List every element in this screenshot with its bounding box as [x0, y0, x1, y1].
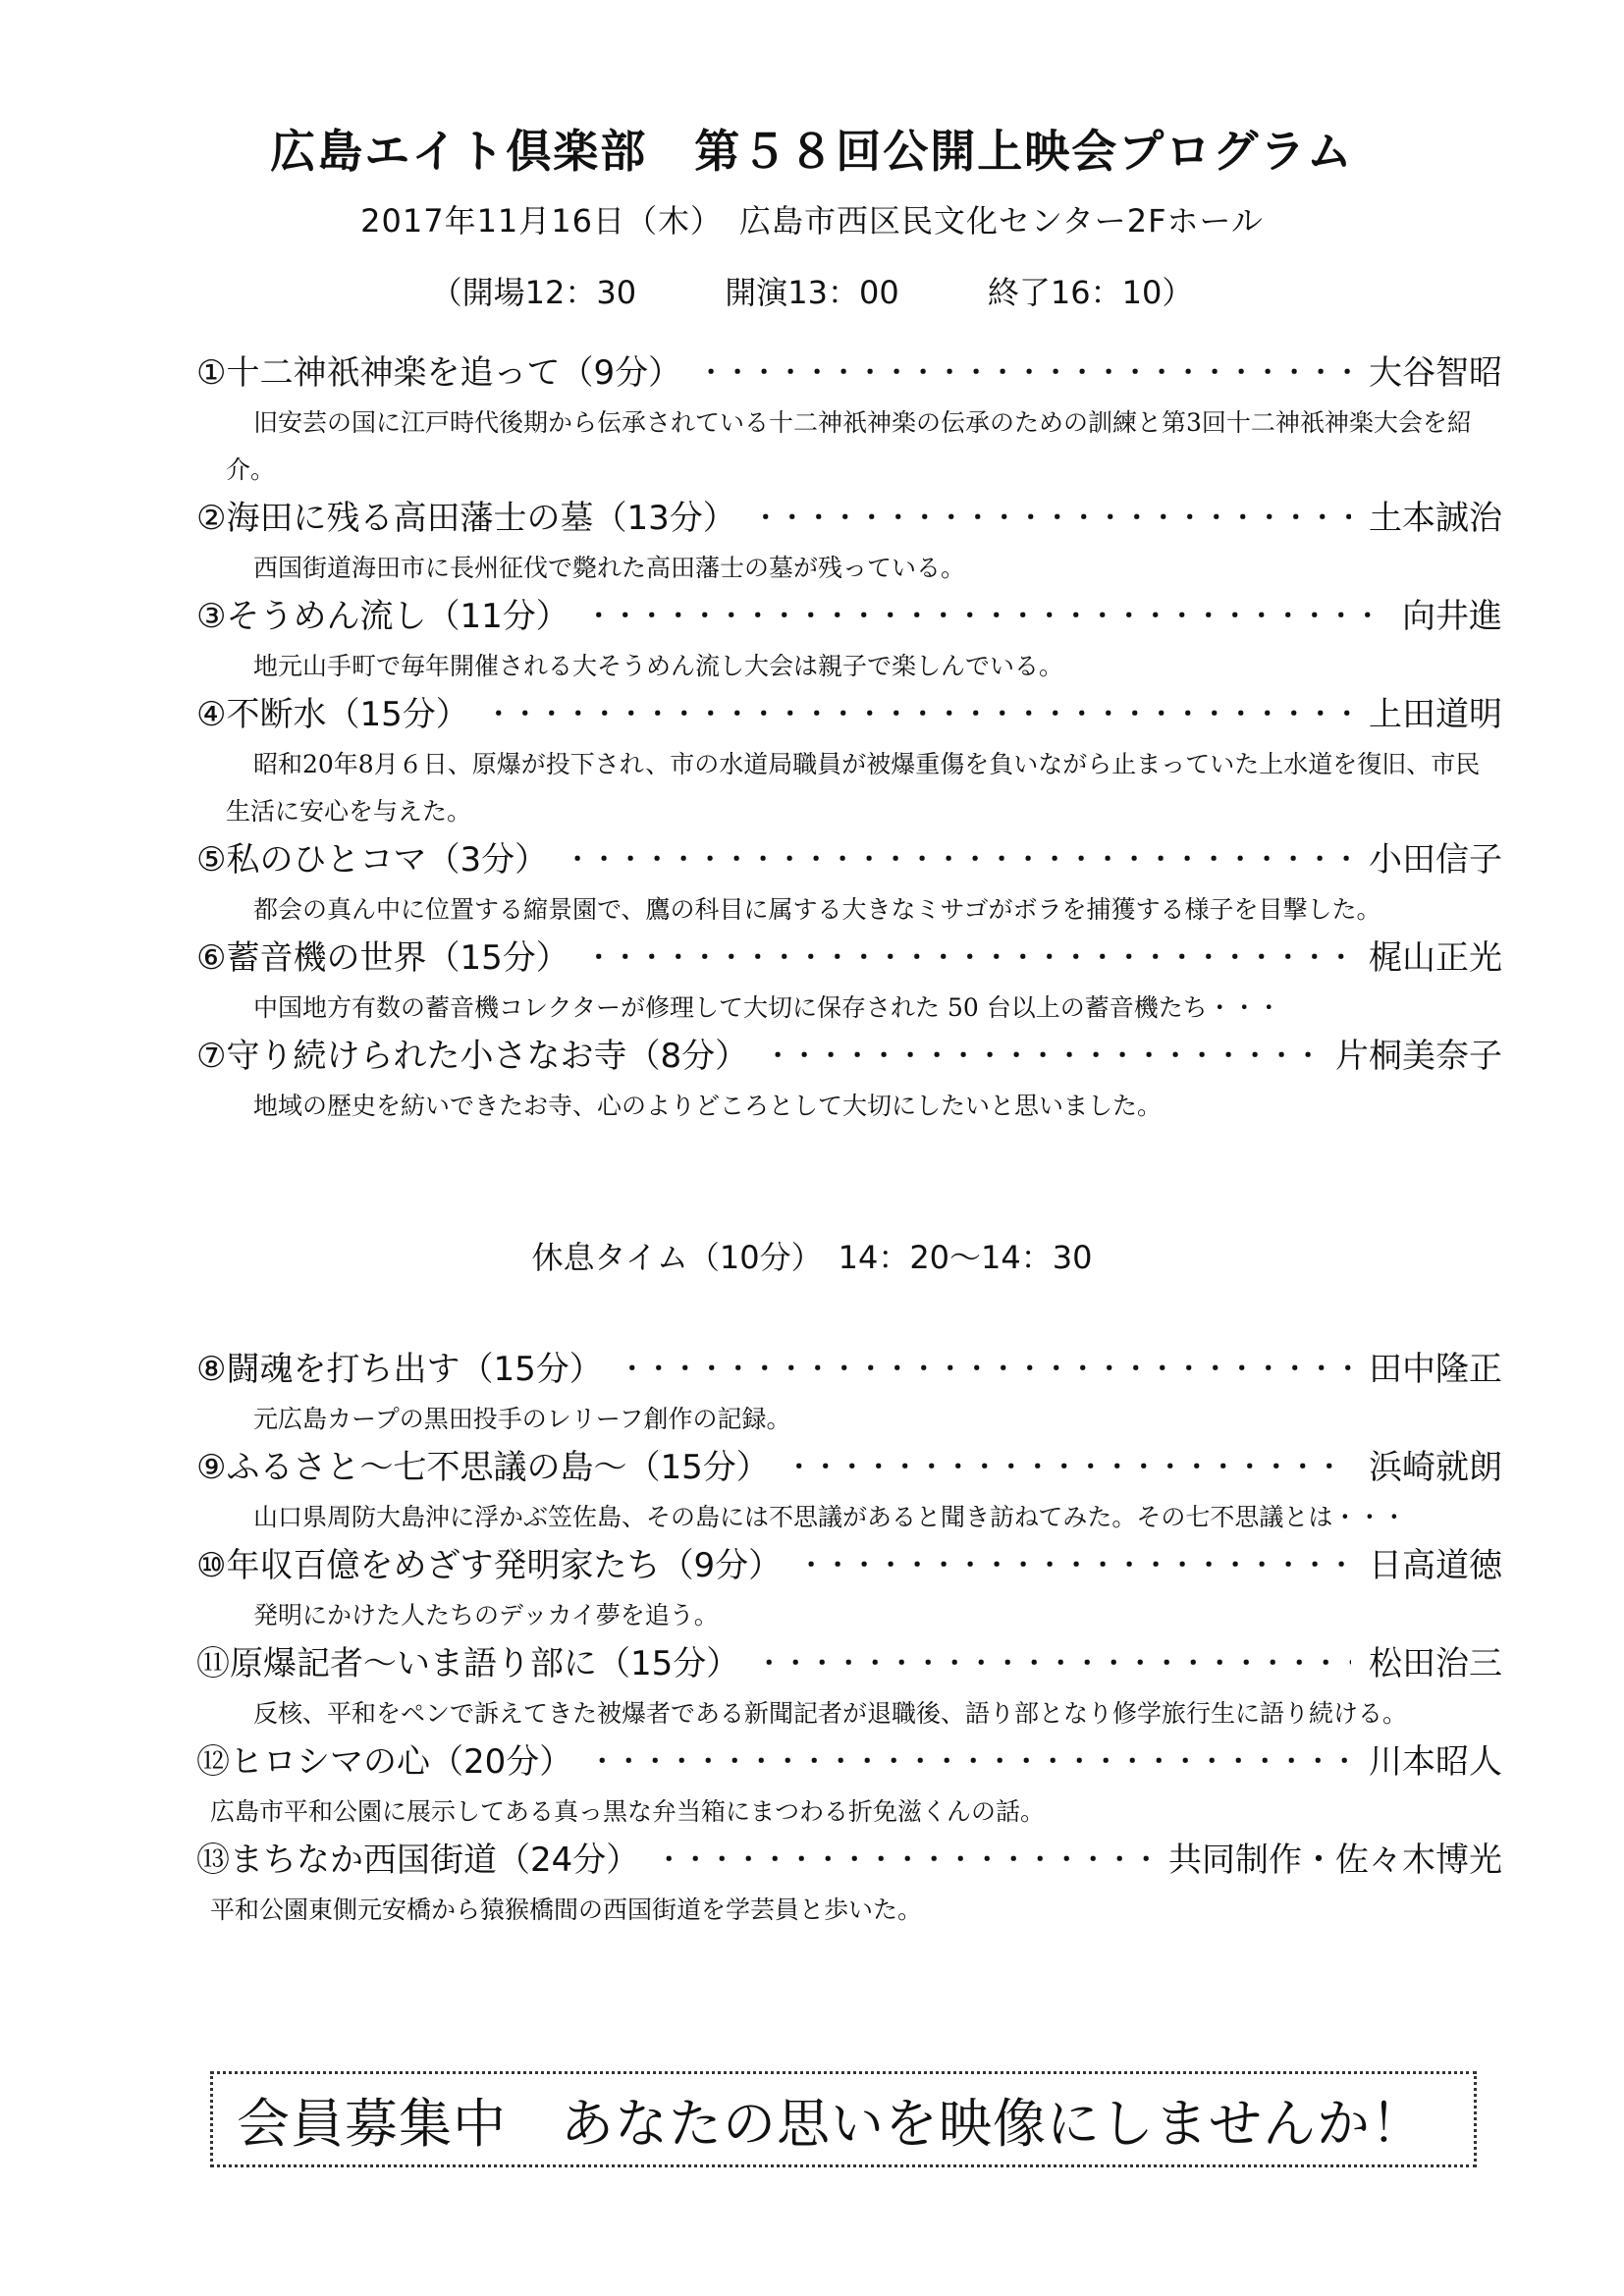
program-list-part2: [196, 1345, 1502, 1934]
program-item: [196, 835, 1502, 934]
program-author: 浜崎就朗: [1369, 1448, 1502, 1487]
leader-dots: [657, 1835, 1151, 1884]
program-author: 田中隆正: [1369, 1350, 1502, 1389]
break-time: 休息タイム（10分） 14：20～14：30: [531, 1239, 1093, 1276]
program-item: [196, 494, 1502, 592]
program-title: ②海田に残る高田藩士の墓（13分）: [196, 499, 736, 538]
program-item: [196, 348, 1502, 494]
event-date-venue: 2017年11月16日（木） 広島市西区民文化センター2Fホール: [360, 202, 1264, 240]
leader-dots: [587, 591, 1384, 640]
leader-dots: [799, 1540, 1351, 1589]
leader-dots: [621, 1344, 1351, 1393]
program-title: ⑬まちなか西国街道（24分）: [196, 1841, 640, 1880]
program-title: ①十二神祇神楽を追って（9分）: [196, 353, 682, 393]
program-author: 片桐美奈子: [1335, 1037, 1502, 1076]
program-author: 梶山正光: [1369, 938, 1502, 978]
program-title: ⑧闘魂を打ち出す（15分）: [196, 1350, 603, 1389]
member-recruitment-banner: 会員募集中 あなたの思いを映像にしませんか！: [210, 2071, 1477, 2167]
program-description: 中国地方有数の蓄音機コレクターが修理して大切に保存された 50 台以上の蓄音機たち・・・: [253, 993, 1281, 1022]
program-item: [196, 1345, 1502, 1443]
program-description: 反核、平和をペンで訴えてきた被爆者である新聞記者が退職後、語り部となり修学旅行生に語り続ける。: [253, 1699, 1408, 1728]
program-description: 地域の歴史を紡いできたお寺、心のよりどころとして大切にしたいと思いました。: [253, 1092, 1163, 1120]
program-author: 小田信子: [1369, 840, 1502, 880]
program-description: 昭和20年8月６日、原爆が投下され、市の水道局職員が被爆重傷を負いながら止まっていた上水道を復旧、市民生活に安心を与えた。: [226, 750, 1481, 826]
program-title: ⑩年収百億をめざす発明家たち（9分）: [196, 1546, 783, 1585]
program-author: 向井進: [1402, 597, 1502, 636]
leader-dots: [787, 1442, 1351, 1491]
program-author: 上田道明: [1369, 695, 1502, 734]
program-title: ⑨ふるさと～七不思議の島～（15分）: [196, 1448, 770, 1487]
leader-dots: [699, 347, 1351, 397]
program-item: [196, 690, 1502, 835]
program-item: [196, 1737, 1502, 1836]
program-author: 日高道徳: [1369, 1546, 1502, 1585]
program-list-part1: [196, 348, 1502, 1130]
program-item: [196, 1639, 1502, 1737]
program-title: ⑦守り続けられた小さなお寺（8分）: [196, 1037, 749, 1076]
leader-dots: [590, 1736, 1351, 1786]
leader-dots: [487, 689, 1351, 738]
leader-dots: [754, 493, 1351, 542]
program-description: 広島市平和公園に展示してある真っ黒な弁当箱にまつわる折免滋くんの話。: [210, 1797, 1046, 1826]
end-time: 終了16：10）: [987, 274, 1194, 311]
open-time: （開場12：30: [430, 274, 637, 311]
start-time: 開演13：00: [725, 274, 899, 311]
program-item: [196, 1836, 1502, 1934]
program-description: 元広島カープの黒田投手のレリーフ創作の記録。: [253, 1405, 791, 1433]
program-title: ⑪原爆記者～いま語り部に（15分）: [196, 1644, 740, 1683]
program-description: 発明にかけた人たちのデッカイ夢を追う。: [253, 1601, 719, 1629]
program-author: 共同制作・佐々木博光: [1168, 1841, 1502, 1880]
program-item: [196, 1443, 1502, 1541]
page-title: 広島エイト倶楽部 第５８回公開上映会プログラム: [270, 125, 1354, 178]
program-author: 土本誠治: [1369, 499, 1502, 538]
program-description: 地元山手町で毎年開催される大そうめん流し大会は親子で楽しんでいる。: [253, 652, 1064, 680]
program-description: 平和公園東側元安橋から猿猴橋間の西国街道を学芸員と歩いた。: [210, 1896, 923, 1924]
program-description: 山口県周防大島沖に浮かぶ笠佐島、その島には不思議があると聞き訪ねてみた。その七不思議とは・・・: [253, 1503, 1407, 1531]
program-author: 川本昭人: [1369, 1742, 1502, 1782]
program-title: ③そうめん流し（11分）: [196, 597, 569, 636]
program-description: 西国街道海田市に長州征伐で斃れた高田藩士の墓が残っている。: [253, 554, 966, 582]
leader-dots: [757, 1638, 1351, 1687]
program-item: [196, 592, 1502, 690]
leader-dots: [766, 1031, 1318, 1080]
program-author: 松田治三: [1369, 1644, 1502, 1683]
leader-dots: [566, 834, 1351, 883]
program-title: ⑥蓄音機の世界（15分）: [196, 938, 569, 978]
program-description: 都会の真ん中に位置する縮景園で、鷹の科目に属する大きなミサゴがボラを捕獲する様子を目撃した。: [253, 895, 1381, 924]
event-times: [0, 268, 1624, 313]
program-title: ④不断水（15分）: [196, 695, 469, 734]
program-item: [196, 934, 1502, 1032]
program-title: ⑤私のひとコマ（3分）: [196, 840, 549, 880]
program-author: 大谷智昭: [1369, 353, 1502, 393]
leader-dots: [587, 933, 1351, 982]
program-description: 旧安芸の国に江戸時代後期から伝承されている十二神祇神楽の伝承のための訓練と第3回十二神祇神楽大会を紹介。: [226, 408, 1472, 484]
program-item: [196, 1032, 1502, 1130]
program-item: [196, 1541, 1502, 1639]
program-title: ⑫ヒロシマの心（20分）: [196, 1742, 573, 1782]
